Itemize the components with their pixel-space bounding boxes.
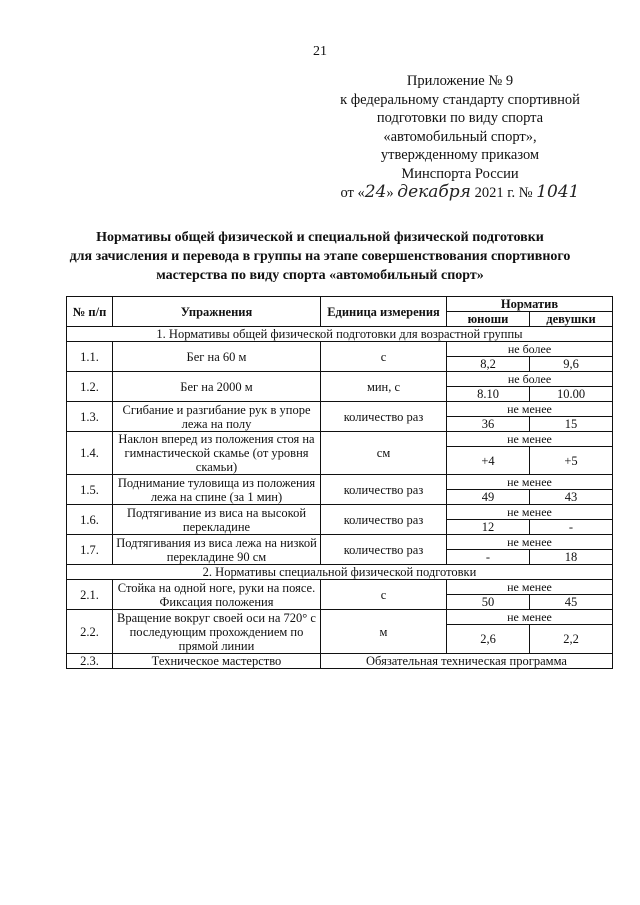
row-num: 2.3. xyxy=(67,654,113,669)
row-qualifier: не менее xyxy=(447,580,613,595)
row-girls: 45 xyxy=(530,595,613,610)
appendix-line: Минспорта России xyxy=(401,165,519,182)
header-exercise: Упражнения xyxy=(113,297,321,327)
row-boys: 2,6 xyxy=(447,625,530,654)
row-qualifier: не менее xyxy=(447,505,613,520)
handwritten-month: декабря xyxy=(397,182,471,202)
date-prefix: от « xyxy=(340,185,365,201)
row-exercise: Стойка на одной ноге, руки на поясе. Фиксация положения xyxy=(113,580,321,610)
row-qualifier: не менее xyxy=(447,475,613,490)
handwritten-day: 24 xyxy=(364,182,387,202)
row-num: 1.2. xyxy=(67,372,113,402)
order-date-line xyxy=(310,183,610,203)
appendix-line: к федеральному стандарту спортивной xyxy=(340,91,580,108)
row-girls: 2,2 xyxy=(530,625,613,654)
row-unit: с xyxy=(321,580,447,610)
row-num: 1.7. xyxy=(67,535,113,565)
row-girls: 10.00 xyxy=(530,387,613,402)
row-qualifier: не менее xyxy=(447,610,613,625)
row-num: 1.6. xyxy=(67,505,113,535)
header-norm: Норматив xyxy=(447,297,613,312)
row-exercise: Поднимание туловища из положения лежа на спине (за 1 мин) xyxy=(113,475,321,505)
row-boys: 12 xyxy=(447,520,530,535)
section-heading: 1. Нормативы общей физической подготовки для возрастной группы xyxy=(67,327,613,342)
title-line: для зачисления и перевода в группы на этапе совершенствования спортивного xyxy=(69,249,571,264)
row-boys: 49 xyxy=(447,490,530,505)
row-exercise: Подтягивания из виса лежа на низкой перекладине 90 см xyxy=(113,535,321,565)
row-girls: 43 xyxy=(530,490,613,505)
row-unit: см xyxy=(321,432,447,475)
row-unit: количество раз xyxy=(321,535,447,565)
row-value: Обязательная техническая программа xyxy=(321,654,613,669)
row-exercise: Бег на 60 м xyxy=(113,342,321,372)
row-unit: м xyxy=(321,610,447,654)
row-girls: 15 xyxy=(530,417,613,432)
row-unit: с xyxy=(321,342,447,372)
handwritten-order-number: 1041 xyxy=(536,182,580,202)
row-num: 2.2. xyxy=(67,610,113,654)
row-num: 2.1. xyxy=(67,580,113,610)
row-girls: 9,6 xyxy=(530,357,613,372)
row-boys: 8.10 xyxy=(447,387,530,402)
appendix-line: Приложение № 9 xyxy=(406,73,514,89)
row-exercise: Вращение вокруг своей оси на 720° с последующим прохождением по прямой линии xyxy=(113,610,321,654)
row-boys: +4 xyxy=(447,447,530,475)
row-boys: 8,2 xyxy=(447,357,530,372)
header-num: № п/п xyxy=(67,297,113,327)
row-boys: 50 xyxy=(447,595,530,610)
row-unit: количество раз xyxy=(321,402,447,432)
row-qualifier: не менее xyxy=(447,535,613,550)
row-boys: - xyxy=(447,550,530,565)
appendix-line: «автомобильный спорт», xyxy=(383,128,537,145)
row-girls: +5 xyxy=(530,447,613,475)
row-unit: количество раз xyxy=(321,475,447,505)
title-line: мастерства по виду спорта «автомобильный спорт» xyxy=(156,268,484,283)
row-qualifier: не менее xyxy=(447,402,613,417)
appendix-line: подготовки по виду спорта xyxy=(376,110,544,126)
row-qualifier: не более xyxy=(447,372,613,387)
row-qualifier: не менее xyxy=(447,432,613,447)
row-num: 1.5. xyxy=(67,475,113,505)
row-girls: - xyxy=(530,520,613,535)
header-girls: девушки xyxy=(530,312,613,327)
row-num: 1.4. xyxy=(67,432,113,475)
row-qualifier: не более xyxy=(447,342,613,357)
appendix-block xyxy=(310,72,610,203)
row-num: 1.1. xyxy=(67,342,113,372)
row-girls: 18 xyxy=(530,550,613,565)
date-mid: » xyxy=(386,185,394,201)
title-line: Нормативы общей физической и специальной физической подготовки xyxy=(96,230,544,245)
standards-table xyxy=(66,296,613,669)
row-unit: количество раз xyxy=(321,505,447,535)
row-num: 1.3. xyxy=(67,402,113,432)
row-exercise: Подтягивание из виса на высокой перекладине xyxy=(113,505,321,535)
page-number: 21 xyxy=(313,44,327,59)
appendix-line: утвержденному приказом xyxy=(380,147,540,163)
row-boys: 36 xyxy=(447,417,530,432)
row-exercise: Сгибание и разгибание рук в упоре лежа на полу xyxy=(113,402,321,432)
row-unit: мин, с xyxy=(321,372,447,402)
header-boys: юноши xyxy=(447,312,530,327)
document-title xyxy=(40,228,600,285)
header-unit: Единица измерения xyxy=(321,297,447,327)
row-exercise: Бег на 2000 м xyxy=(113,372,321,402)
year-suffix: 2021 г. № xyxy=(474,185,533,201)
row-exercise: Техническое мастерство xyxy=(113,654,321,669)
section-heading: 2. Нормативы специальной физической подготовки xyxy=(67,565,613,580)
row-exercise: Наклон вперед из положения стоя на гимнастической скамье (от уровня скамьи) xyxy=(113,432,321,475)
